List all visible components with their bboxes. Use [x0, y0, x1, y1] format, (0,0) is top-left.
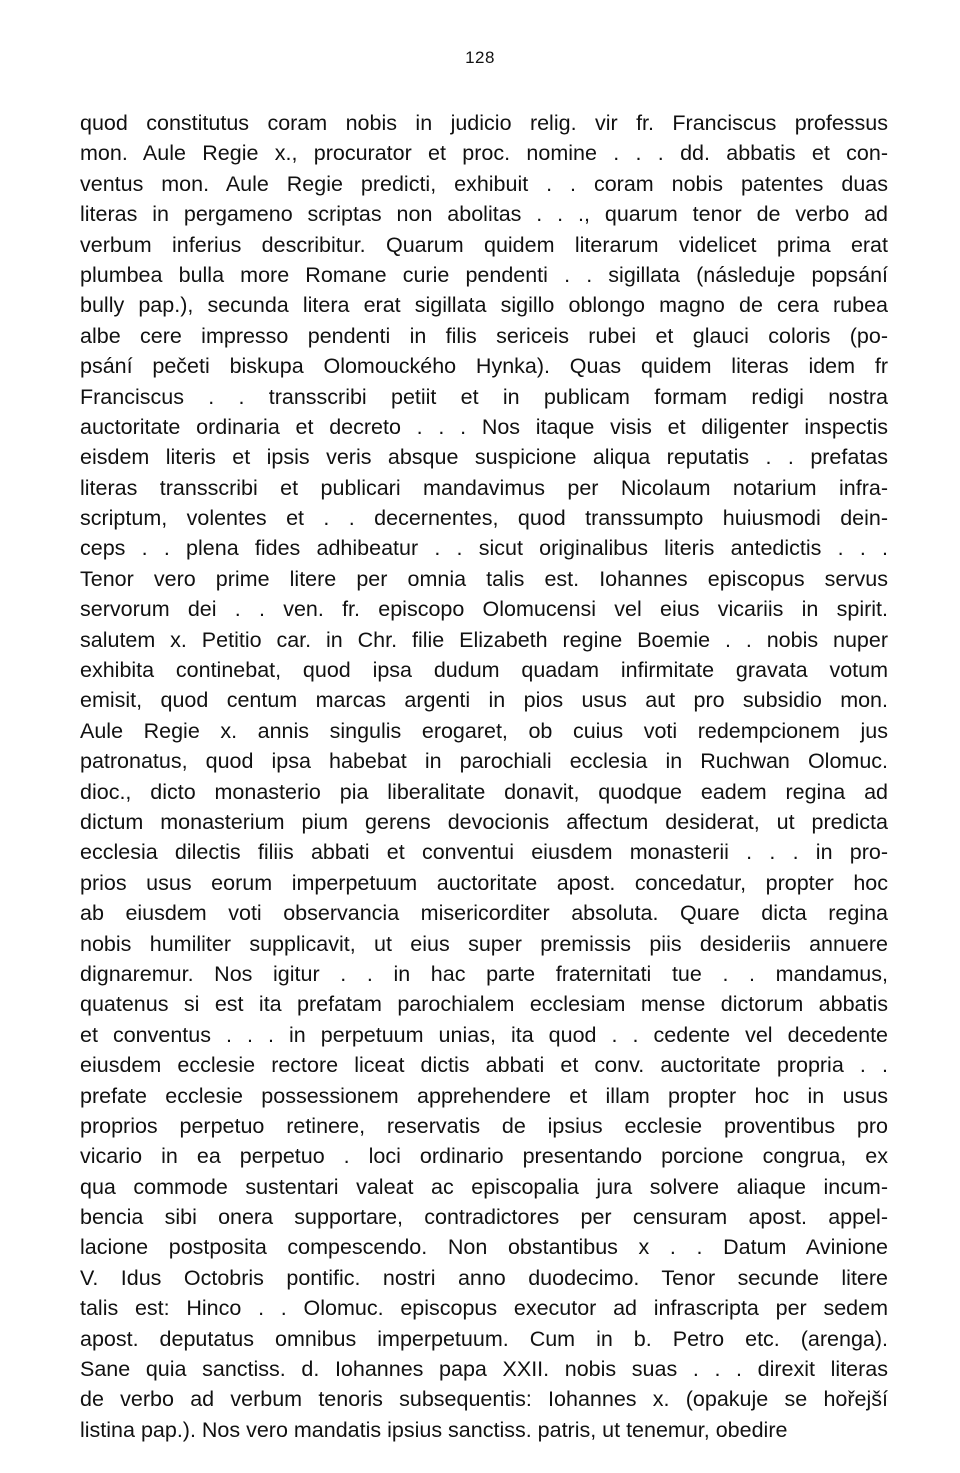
text-line: literas in pergameno scriptas non abolitas . . ., quarum tenor de verbo ad — [80, 202, 888, 227]
text-line: dictum monasterium pium gerens devocionis affectum desiderat, ut predicta — [80, 809, 888, 834]
page-number: 128 — [465, 48, 495, 67]
text-line: quatenus si est ita prefatam parochialem ecclesiam mense dictorum abbatis — [80, 992, 888, 1017]
text-line: apost. deputatus omnibus imperpetuum. Cum in b. Petro etc. (arenga). — [80, 1326, 888, 1351]
text-line: vicario in ea perpetuo . loci ordinario presentando porcione congrua, ex — [80, 1144, 888, 1169]
text-line: albe cere impresso pendenti in filis sericeis rubei et glauci coloris (po- — [80, 323, 888, 348]
text-line: V. Idus Octobris pontific. nostri anno duodecimo. Tenor secunde litere — [80, 1265, 888, 1290]
text-line: exhibita continebat, quod ipsa dudum quadam infirmitate gravata votum — [80, 658, 888, 683]
text-line: Franciscus . . transscribi petiit et in publicam formam redigi nostra — [80, 384, 888, 409]
text-line: psání pečeti biskupa Olomouckého Hynka). Quas quidem literas idem fr — [80, 354, 888, 379]
text-line: plumbea bulla more Romane curie pendenti . . sigillata (následuje popsání — [80, 262, 888, 287]
text-line: de verbo ad verbum tenoris subsequentis: Iohannes x. (opakuje se hořejší — [80, 1387, 888, 1412]
text-line: ecclesia dilectis filiis abbati et conventui eiusdem monasterii . . . in pro- — [80, 840, 888, 865]
text-line: verbum inferius describitur. Quarum quidem literarum videlicet prima erat — [80, 232, 888, 257]
text-line: bully pap.), secunda litera erat sigillata sigillo oblongo magno de cera rubea — [80, 293, 888, 318]
body-text — [80, 108, 888, 1445]
text-line: mon. Aule Regie x., procurator et proc. nomine . . . dd. abbatis et con- — [80, 141, 888, 166]
text-line: eiusdem ecclesie rectore liceat dictis abbati et conv. auctoritate propria . . — [80, 1053, 888, 1078]
text-line: salutem x. Petitio car. in Chr. filie Elizabeth regine Boemie . . nobis nuper — [80, 627, 888, 652]
text-line: Tenor vero prime litere per omnia talis est. Iohannes episcopus servus — [80, 566, 888, 591]
text-line: ceps . . plena fides adhibeatur . . sicut originalibus literis antedictis . . . — [80, 536, 888, 561]
text-line: Aule Regie x. annis singulis erogaret, ob cuius voti redempcionem jus — [80, 718, 888, 743]
text-line: quod constitutus coram nobis in judicio relig. vir fr. Franciscus professus — [80, 111, 888, 135]
text-line: scriptum, volentes et . . decernentes, quod transsumpto huiusmodi dein- — [80, 506, 888, 531]
text-line: listina pap.). Nos vero mandatis ipsius sanctiss. patris, ut tenemur, obedire — [80, 1417, 788, 1442]
text-line: dignaremur. Nos igitur . . in hac parte fraternitati tue . . mandamus, — [80, 961, 888, 986]
text-line: ventus mon. Aule Regie predicti, exhibuit . . coram nobis patentes duas — [80, 171, 888, 196]
text-line: et conventus . . . in perpetuum unias, ita quod . . cedente vel decedente — [80, 1022, 888, 1047]
text-line: servorum dei . . ven. fr. episcopo Olomucensi vel eius vicariis in spirit. — [80, 597, 888, 622]
text-line: ab eiusdem voti observancia misericorditer absoluta. Quare dicta regina — [80, 901, 888, 926]
text-line: dioc., dicto monasterio pia liberalitate donavit, quodque eadem regina ad — [80, 779, 888, 804]
text-line: prefate ecclesie possessionem apprehendere et illam propter hoc in usus — [80, 1083, 888, 1108]
text-line: auctoritate ordinaria et decreto . . . Nos itaque visis et diligenter inspectis — [80, 414, 888, 439]
text-line: Sane quia sanctiss. d. Iohannes papa XXII. nobis suas . . . direxit literas — [80, 1357, 888, 1382]
text-line: talis est: Hinco . . Olomuc. episcopus executor ad infrascripta per sedem — [80, 1296, 888, 1321]
text-line: emisit, quod centum marcas argenti in pios usus aut pro subsidio mon. — [80, 688, 888, 713]
text-line: eisdem literis et ipsis veris absque suspicione aliqua reputatis . . prefatas — [80, 445, 888, 470]
text-line: qua commode sustentari valeat ac episcopalia jura solvere aliaque incum- — [80, 1174, 888, 1199]
text-line: patronatus, quod ipsa habebat in parochiali ecclesia in Ruchwan Olomuc. — [80, 749, 888, 774]
text-line: literas transscribi et publicari mandavimus per Nicolaum notarium infra- — [80, 475, 888, 500]
text-line: lacione postposita compescendo. Non obstantibus x . . Datum Avinione — [80, 1235, 888, 1260]
text-line: bencia sibi onera supportare, contradictores per censuram apost. appel- — [80, 1205, 888, 1230]
text-line: nobis humiliter supplicavit, ut eius super premissis piis desideriis annuere — [80, 931, 888, 956]
text-line: proprios perpetuo retinere, reservatis de ipsius ecclesie proventibus pro — [80, 1113, 888, 1138]
text-line: prios usus eorum imperpetuum auctoritate apost. concedatur, propter hoc — [80, 870, 888, 895]
